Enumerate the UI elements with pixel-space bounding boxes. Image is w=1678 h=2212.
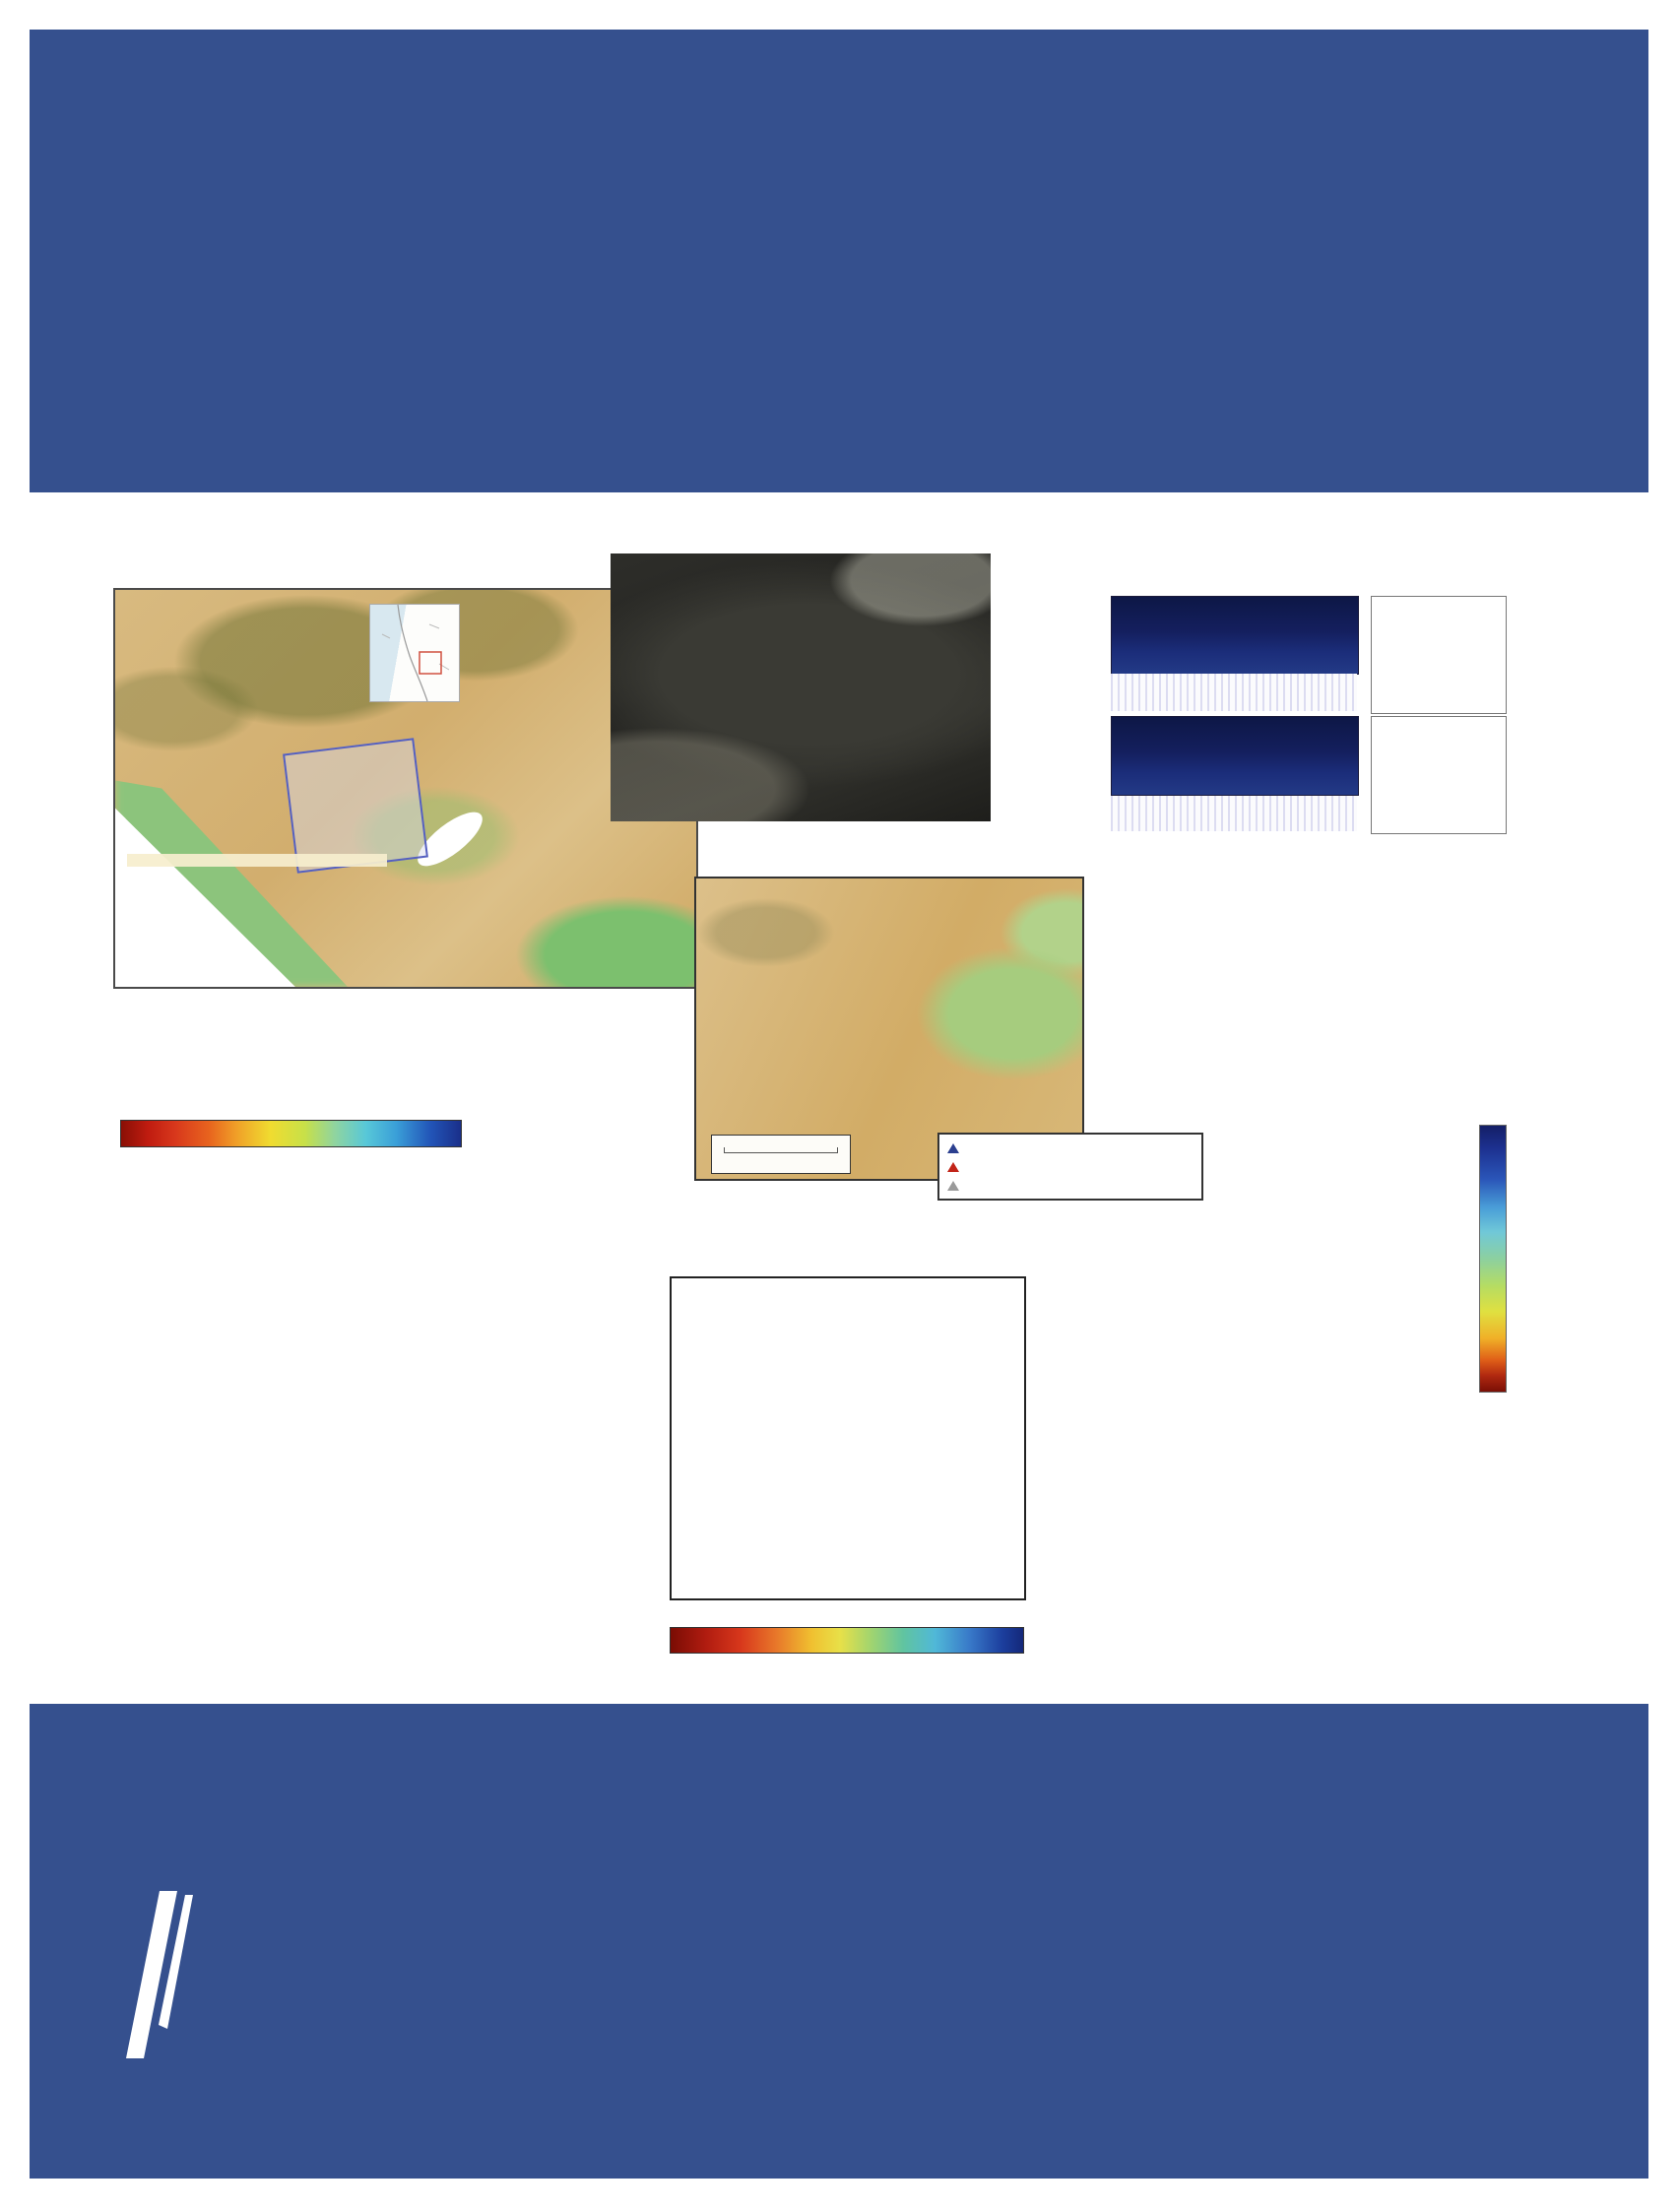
aerial-photo [611, 553, 991, 821]
fig6-colorbar [670, 1627, 1024, 1654]
gray-triangle-icon [947, 1181, 959, 1191]
fig3-amp-ticks-a [1062, 671, 1107, 708]
inset-coast [370, 605, 459, 701]
red-triangle-icon [947, 1162, 959, 1172]
waveform-a [1111, 674, 1357, 711]
fig6-plot [670, 1276, 1026, 1600]
scalebar-line [724, 1147, 838, 1153]
spectrogram-b [1111, 716, 1359, 796]
logo-slash-icon [120, 1891, 193, 2058]
scec-logo [124, 1919, 187, 2058]
footer-band [30, 1704, 1648, 2179]
fig3-corr-ticks-b [1339, 710, 1365, 834]
fig1-location-key [127, 854, 387, 867]
blue-triangle-icon [947, 1143, 959, 1153]
fig7-depth-ticks [1060, 908, 1085, 1538]
waveform-b [1111, 796, 1357, 831]
fig5-colorbar [120, 1120, 462, 1147]
header-band [30, 30, 1648, 492]
fig3-corr-ticks-a [1339, 590, 1365, 712]
vs-colorbar [1479, 1125, 1507, 1393]
fig4-left-ticks [620, 884, 687, 1123]
fig7-vs-ticks [1515, 1146, 1558, 1381]
fig3-freq-ticks-a [1065, 593, 1107, 654]
legend-row-new [947, 1157, 1194, 1176]
fig1-left-ticks [49, 613, 104, 981]
fig3-freq-ticks-b [1065, 713, 1107, 774]
correlogram-a [1371, 596, 1507, 714]
fig4-scalebar-box [711, 1135, 851, 1174]
correlogram-b [1371, 716, 1507, 834]
fig6-left-ticks [589, 1286, 664, 1534]
fig1-inset-map [369, 604, 460, 702]
fig5-depth-ticks-4 [83, 1500, 114, 1594]
fig3-amp-ticks-b [1062, 792, 1107, 831]
fig5-depth-ticks-1 [83, 1145, 114, 1239]
legend-row-permanent [947, 1139, 1194, 1157]
fig4-legend [937, 1133, 1203, 1201]
fig5-depth-ticks-2 [83, 1264, 114, 1357]
fig5-depth-ticks-3 [83, 1382, 114, 1475]
legend-row-past [947, 1176, 1194, 1195]
spectrogram-a [1111, 596, 1359, 675]
